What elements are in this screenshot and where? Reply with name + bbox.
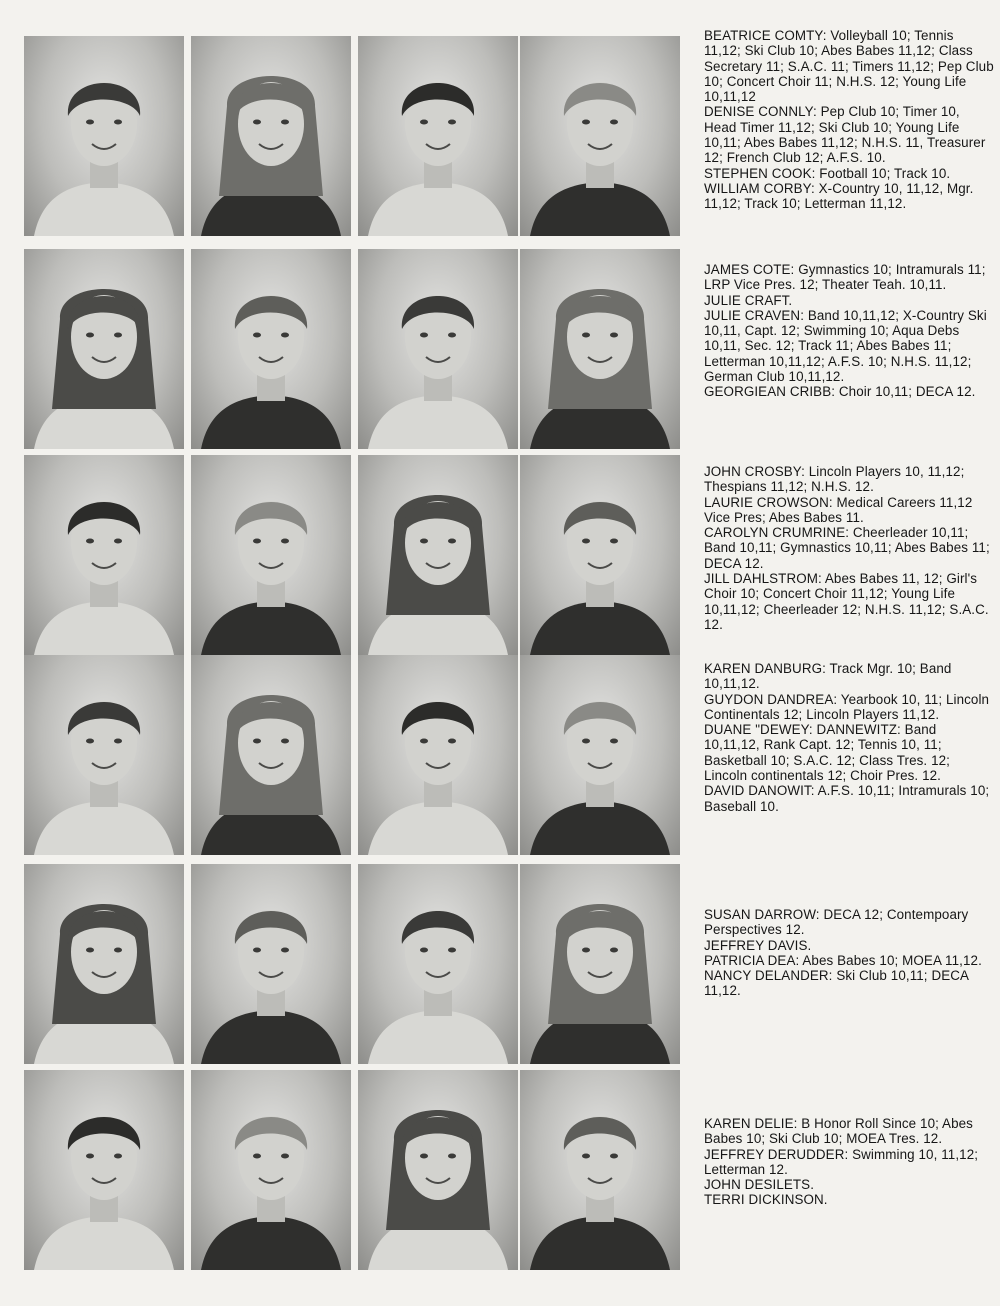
- portrait-photo: [24, 864, 184, 1064]
- portrait-silhouette: [24, 36, 184, 236]
- shoulders-shape: [368, 1010, 508, 1064]
- shoulders-shape: [530, 601, 670, 655]
- student-entry: NANCY DELANDER: Ski Club 10,11; DECA 11,12.: [704, 968, 969, 999]
- portrait-silhouette: [24, 249, 184, 449]
- portrait-photo: [520, 455, 680, 655]
- portrait-photo: [358, 455, 518, 655]
- eye-shape: [86, 739, 94, 744]
- eye-shape: [420, 1154, 428, 1159]
- student-entry: JILL DAHLSTROM: Abes Babes 11, 12; Girl's Choir 10; Concert Choir 11,12; Young Life 10,11,12; Cheerleader 12; N.H.S. 11,12; S.A.C. 12.: [704, 571, 989, 632]
- portrait-silhouette: [191, 36, 351, 236]
- eye-shape: [281, 120, 289, 125]
- eye-shape: [448, 739, 456, 744]
- portrait-silhouette: [520, 455, 680, 655]
- eye-shape: [114, 333, 122, 338]
- caption-block-row-3: [704, 464, 994, 632]
- portrait-silhouette: [191, 864, 351, 1064]
- student-entry: SUSAN DARROW: DECA 12; Contempoary Perspectives 12.: [704, 907, 969, 938]
- portrait-photo: [191, 655, 351, 855]
- eye-shape: [610, 120, 618, 125]
- eye-shape: [114, 948, 122, 953]
- eye-shape: [253, 539, 261, 544]
- student-entry: CAROLYN CRUMRINE: Cheerleader 10,11; Band 10,11; Gymnastics 10,11; Abes Babes 11; DECA 12.: [704, 525, 990, 571]
- eye-shape: [610, 739, 618, 744]
- portrait-photo: [191, 249, 351, 449]
- shoulders-shape: [34, 801, 174, 855]
- portrait-photo: [24, 655, 184, 855]
- eye-shape: [281, 739, 289, 744]
- portrait-photo: [520, 249, 680, 449]
- student-entry: DAVID DANOWIT: A.F.S. 10,11; Intramurals 10; Baseball 10.: [704, 783, 990, 814]
- portrait-photo: [520, 864, 680, 1064]
- portrait-photo: [191, 864, 351, 1064]
- student-entry: JOHN CROSBY: Lincoln Players 10, 11,12; Thespians 11,12; N.H.S. 12.: [704, 464, 965, 495]
- student-entry: JULIE CRAVEN: Band 10,11,12; X-Country Ski 10,11, Capt. 12; Swimming 10; Aqua Debs 10,11, Sec. 12; Track 11; Abes Babes 11; Letterman 10,11,12; A.F.S. 10; N.H.S. 11,12; German Club 10,11,12.: [704, 307, 987, 385]
- portrait-photo: [191, 455, 351, 655]
- portrait-silhouette: [520, 1070, 680, 1270]
- portrait-photo: [191, 1070, 351, 1270]
- eye-shape: [582, 739, 590, 744]
- eye-shape: [420, 333, 428, 338]
- portrait-silhouette: [191, 249, 351, 449]
- caption-block-row-2: [704, 262, 994, 400]
- shoulders-shape: [201, 395, 341, 449]
- eye-shape: [610, 948, 618, 953]
- portrait-silhouette: [24, 655, 184, 855]
- portrait-silhouette: [358, 36, 518, 236]
- portrait-photo: [358, 36, 518, 236]
- eye-shape: [86, 948, 94, 953]
- eye-shape: [253, 120, 261, 125]
- eye-shape: [610, 1154, 618, 1159]
- shoulders-shape: [201, 1216, 341, 1270]
- eye-shape: [582, 539, 590, 544]
- eye-shape: [114, 1154, 122, 1159]
- eye-shape: [281, 1154, 289, 1159]
- shoulders-shape: [368, 182, 508, 236]
- portrait-silhouette: [24, 455, 184, 655]
- eye-shape: [253, 739, 261, 744]
- student-entry: DUANE "DEWEY: DANNEWITZ: Band 10,11,12, Rank Capt. 12; Tennis 10, 11; Basketball 10; S.A.C. 12; Class Tres. 12; Lincoln continentals 12; Choir Pres. 12.: [704, 722, 950, 784]
- eye-shape: [281, 948, 289, 953]
- eye-shape: [610, 333, 618, 338]
- eye-shape: [448, 539, 456, 544]
- eye-shape: [420, 739, 428, 744]
- eye-shape: [610, 539, 618, 544]
- student-entry: BEATRICE COMTY: Volleyball 10; Tennis 11,12; Ski Club 10; Abes Babes 11,12; Class Secretary 11; S.A.C. 11; Timers 11,12; Pep Club 10; Concert Choir 11; N.H.S. 12; Young Life 10,11,12: [704, 28, 994, 105]
- student-entry: LAURIE CROWSON: Medical Careers 11,12 Vice Pres; Abes Babes 11.: [704, 494, 973, 525]
- portrait-silhouette: [520, 864, 680, 1064]
- eye-shape: [86, 1154, 94, 1159]
- eye-shape: [420, 120, 428, 125]
- eye-shape: [420, 539, 428, 544]
- shoulders-shape: [34, 601, 174, 655]
- portrait-photo: [358, 1070, 518, 1270]
- eye-shape: [582, 120, 590, 125]
- student-entry: STEPHEN COOK: Football 10; Track 10.: [704, 165, 951, 181]
- caption-block-row-1: [704, 28, 994, 212]
- eye-shape: [448, 1154, 456, 1159]
- student-entry: JOHN DESILETS.: [704, 1177, 815, 1193]
- portrait-grid: [24, 36, 686, 1270]
- portrait-photo: [358, 655, 518, 855]
- student-entry: PATRICIA DEA: Abes Babes 10; MOEA 11,12.: [704, 952, 982, 968]
- portrait-silhouette: [520, 36, 680, 236]
- portrait-silhouette: [358, 864, 518, 1064]
- eye-shape: [281, 539, 289, 544]
- portrait-photo: [358, 249, 518, 449]
- portrait-photo: [24, 1070, 184, 1270]
- student-entry: JAMES COTE: Gymnastics 10; Intramurals 11; LRP Vice Pres. 12; Theater Teah. 10,11.: [704, 262, 986, 293]
- portrait-silhouette: [358, 455, 518, 655]
- portrait-photo: [24, 249, 184, 449]
- portrait-silhouette: [520, 249, 680, 449]
- caption-block-row-4: [704, 661, 994, 814]
- portrait-photo: [24, 36, 184, 236]
- student-entry: JULIE CRAFT.: [704, 292, 793, 308]
- student-entry: JEFFREY DERUDDER: Swimming 10, 11,12; Letterman 12.: [704, 1146, 979, 1177]
- portrait-photo: [24, 455, 184, 655]
- eye-shape: [420, 948, 428, 953]
- eye-shape: [448, 948, 456, 953]
- eye-shape: [253, 1154, 261, 1159]
- eye-shape: [86, 333, 94, 338]
- eye-shape: [281, 333, 289, 338]
- portrait-silhouette: [191, 655, 351, 855]
- caption-block-row-6: [704, 1116, 994, 1208]
- shoulders-shape: [34, 1216, 174, 1270]
- shoulders-shape: [530, 182, 670, 236]
- shoulders-shape: [34, 182, 174, 236]
- student-entry: KAREN DELIE: B Honor Roll Since 10; Abes Babes 10; Ski Club 10; MOEA Tres. 12.: [704, 1116, 973, 1147]
- eye-shape: [86, 539, 94, 544]
- portrait-photo: [520, 655, 680, 855]
- eye-shape: [253, 333, 261, 338]
- portrait-silhouette: [358, 249, 518, 449]
- shoulders-shape: [201, 601, 341, 655]
- eye-shape: [86, 120, 94, 125]
- portrait-photo: [520, 36, 680, 236]
- portrait-silhouette: [24, 1070, 184, 1270]
- eye-shape: [448, 333, 456, 338]
- portrait-photo: [358, 864, 518, 1064]
- eye-shape: [114, 120, 122, 125]
- portrait-silhouette: [358, 655, 518, 855]
- shoulders-shape: [530, 801, 670, 855]
- student-entry: GEORGIEAN CRIBB: Choir 10,11; DECA 12.: [704, 384, 976, 400]
- student-entry: GUYDON DANDREA: Yearbook 10, 11; Lincoln Continentals 12; Lincoln Players 11,12.: [704, 691, 990, 722]
- portrait-photo: [520, 1070, 680, 1270]
- eye-shape: [114, 539, 122, 544]
- shoulders-shape: [201, 1010, 341, 1064]
- portrait-silhouette: [191, 1070, 351, 1270]
- portrait-silhouette: [520, 655, 680, 855]
- shoulders-shape: [368, 395, 508, 449]
- shoulders-shape: [368, 801, 508, 855]
- eye-shape: [114, 739, 122, 744]
- shoulders-shape: [530, 1216, 670, 1270]
- eye-shape: [582, 948, 590, 953]
- portrait-silhouette: [24, 864, 184, 1064]
- eye-shape: [582, 1154, 590, 1159]
- eye-shape: [253, 948, 261, 953]
- student-entry: JEFFREY DAVIS.: [704, 937, 812, 953]
- student-entry: KAREN DANBURG: Track Mgr. 10; Band 10,11,12.: [704, 661, 952, 692]
- portrait-silhouette: [191, 455, 351, 655]
- eye-shape: [582, 333, 590, 338]
- portrait-silhouette: [358, 1070, 518, 1270]
- student-entry: TERRI DICKINSON.: [704, 1192, 828, 1208]
- student-entry: WILLIAM CORBY: X-Country 10, 11,12, Mgr. 11,12; Track 10; Letterman 11,12.: [704, 180, 974, 212]
- eye-shape: [448, 120, 456, 125]
- student-entry: DENISE CONNLY: Pep Club 10; Timer 10, Head Timer 11,12; Ski Club 10; Young Life 10,11; Abes Babes 11,12; N.H.S. 11, Treasurer 12; French Club 12; A.F.S. 10.: [704, 104, 986, 166]
- caption-block-row-5: [704, 907, 994, 999]
- portrait-photo: [191, 36, 351, 236]
